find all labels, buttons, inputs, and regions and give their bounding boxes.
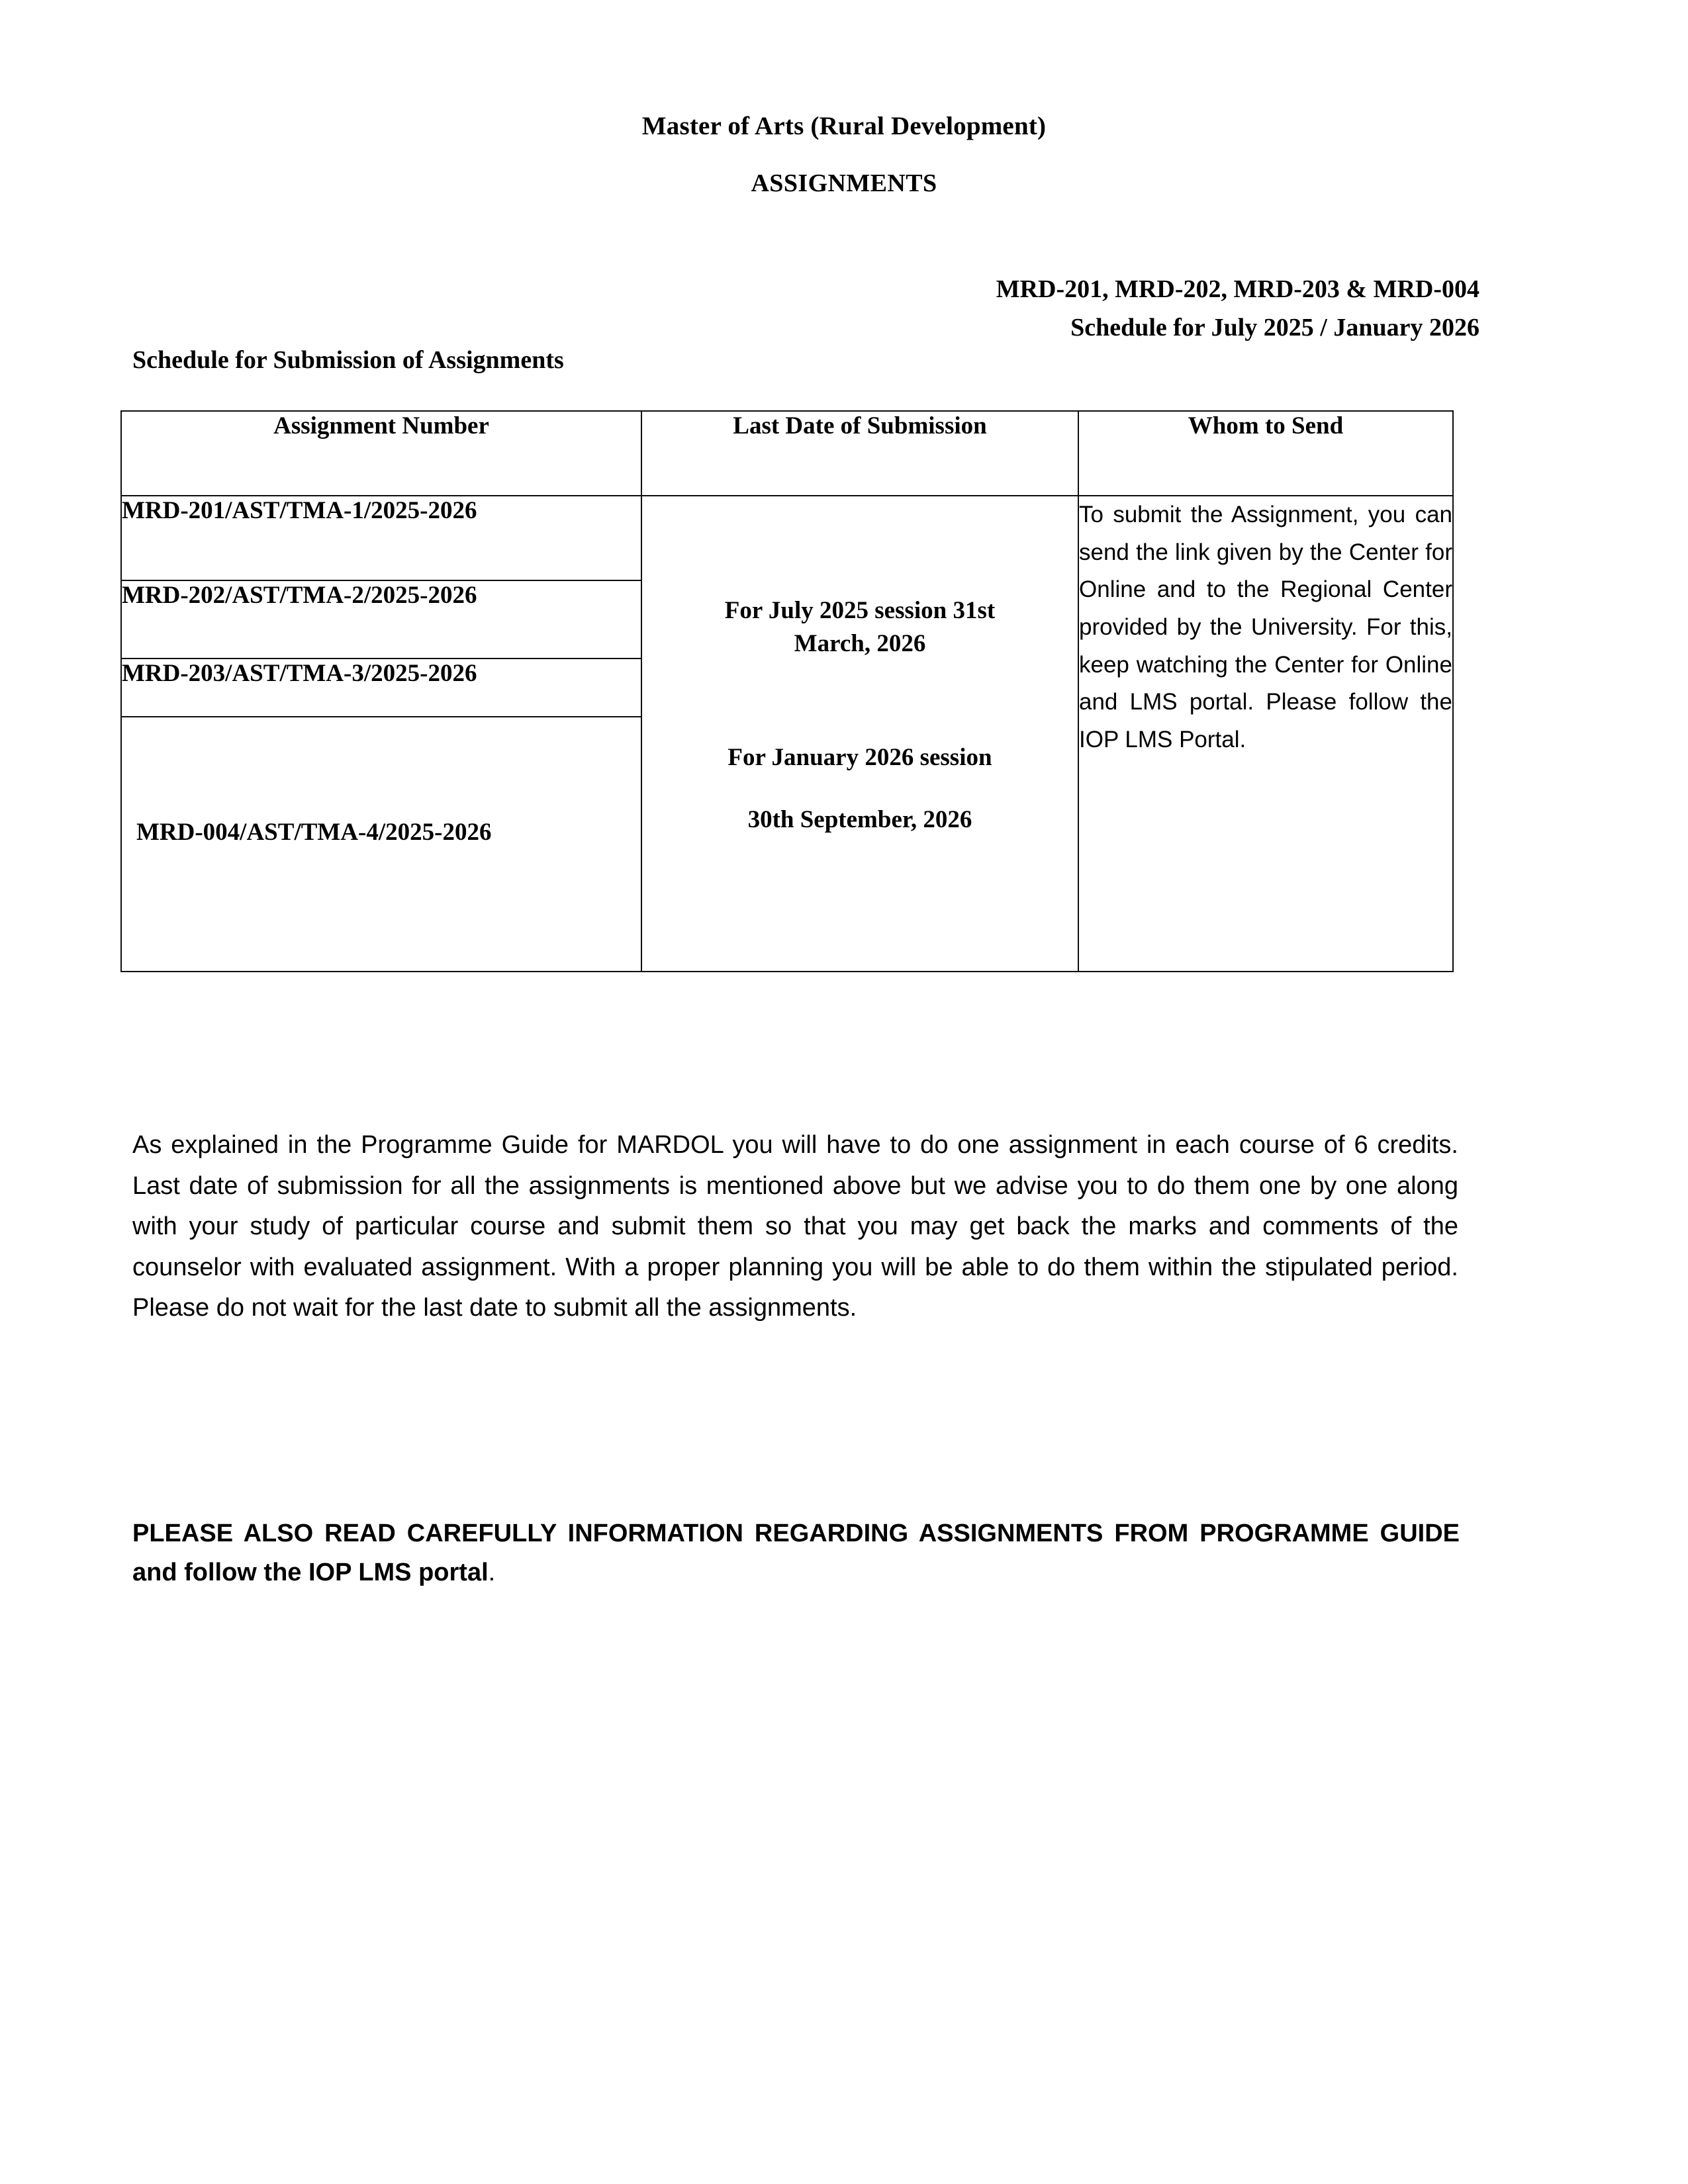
schedule-submission-label: Schedule for Submission of Assignments: [132, 346, 564, 374]
header-whom-to-send: Whom to Send: [1078, 411, 1453, 496]
january-session-line-2: 30th September, 2026: [747, 805, 972, 833]
assignment-number-2: MRD-202/AST/TMA-2/2025-2026: [121, 580, 641, 659]
january-session-line-1: For January 2026 session: [727, 744, 992, 771]
table-row: [121, 496, 1453, 580]
january-session-dates: [665, 741, 1055, 837]
course-codes-line: MRD-201, MRD-202, MRD-203 & MRD-004: [996, 275, 1479, 303]
assignment-number-4-cell: [121, 717, 641, 972]
july-session-dates: [665, 594, 1055, 660]
footer-notice: [132, 1514, 1460, 1592]
last-date-cell: [641, 496, 1078, 972]
assignment-number-3: MRD-203/AST/TMA-3/2025-2026: [121, 659, 641, 717]
whom-to-send-cell: To submit the Assignment, you can send the link given by the Center for Online and to the Regional Center provided by the University. For this, keep watching the Center for Online and LMS portal. Please follow the IOP LMS Portal.: [1078, 496, 1453, 972]
july-session-line-2: March, 2026: [794, 629, 926, 657]
footer-notice-bold: PLEASE ALSO READ CAREFULLY INFORMATION REGARDING ASSIGNMENTS FROM PROGRAMME GUIDE and follow the IOP LMS portal: [132, 1520, 1460, 1586]
table-header-row: [121, 411, 1453, 496]
session-schedule-line: Schedule for July 2025 / January 2026: [1070, 314, 1479, 341]
header-assignment-number: Assignment Number: [121, 411, 641, 496]
page-subtitle: ASSIGNMENTS: [751, 169, 937, 197]
july-session-line-1: For July 2025 session 31st: [724, 597, 996, 624]
assignment-number-1: MRD-201/AST/TMA-1/2025-2026: [121, 496, 641, 580]
assignment-number-4: MRD-004/AST/TMA-4/2025-2026: [136, 819, 492, 846]
page-title: Master of Arts (Rural Development): [641, 112, 1047, 140]
footer-notice-period: .: [488, 1558, 496, 1586]
explanatory-paragraph: As explained in the Programme Guide for MARDOL you will have to do one assignment in each course of 6 credits. Last date of submission for all the assignments is mentioned above but we advise you to do them one by one along with your study of particular course and submit them so that you may get back the marks and comments of the counselor with evaluated assignment. With a proper planning you will be able to do them within the stipulated period. Please do not wait for the last date to submit all the assignments.: [132, 1131, 1458, 1322]
header-last-date: Last Date of Submission: [641, 411, 1078, 496]
assignment-schedule-table: [120, 410, 1454, 972]
